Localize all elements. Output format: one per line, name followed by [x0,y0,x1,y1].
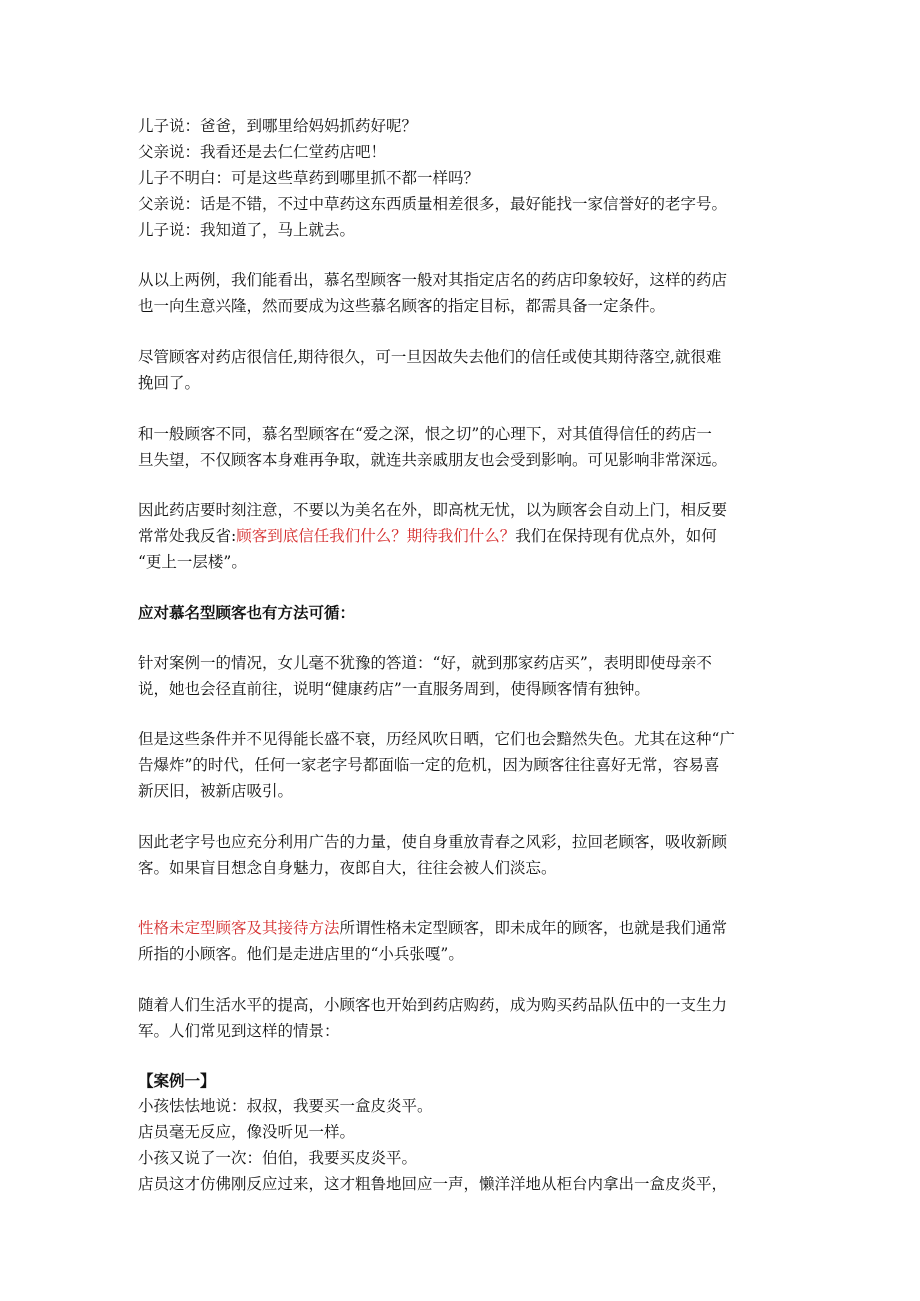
case-line: 店员这才仿佛刚反应过来，这才粗鲁地回应一声，懒洋洋地从柜台内拿出一盒皮炎平， [138,1175,728,1193]
paragraph-line: 和一般顾客不同，慕名型顾客在“爱之深，恨之切”的心理下，对其值得信任的药店一 [138,425,712,443]
paragraph-line: 所指的小顾客。他们是走进店里的“小兵张嘎”。 [138,945,464,963]
paragraph-line [138,523,798,549]
paragraph-line: 旦失望，不仅顾客本身难再争取，就连共亲戚朋友也会受到影响。可见影响非常深远。 [138,451,728,469]
paragraph-line [138,915,798,941]
paragraph-line: “更上一层楼”。 [138,553,247,571]
paragraph-line: 挽回了。 [138,374,201,392]
paragraph-line: 因此药店要时刻注意，不要以为美名在外，即高枕无忧，以为顾客会自动上门，相反要 [138,501,728,519]
paragraph-line: 针对案例一的情况，女儿毫不犹豫的答道：“好，就到那家药店买”，表明即使母亲不 [138,654,712,672]
dialogue-line: 儿子说：我知道了，马上就去。 [138,221,356,239]
paragraph-line: 但是这些条件并不见得能长盛不衰，历经风吹日晒，它们也会黯然失色。尤其在这种“广 [138,730,735,748]
paragraph-line: 因此老字号也应充分利用广告的力量，使自身重放青春之风彩，拉回老顾客，吸收新顾 [138,833,728,851]
highlighted-question: 顾客到底信任我们什么？期待我们什么？ [236,527,516,545]
case-line: 小孩怯怯地说：叔叔，我要买一盒皮炎平。 [138,1097,433,1115]
dialogue-line: 儿子说：爸爸，到哪里给妈妈抓药好呢？ [138,117,418,135]
paragraph-line: 新厌旧，被新店吸引。 [138,782,294,800]
section-subtitle-red: 及其接待方法 [246,919,340,937]
inline-text: 我们在保持现有优点外，如何 [515,527,717,545]
paragraph-line: 告爆炸”的时代，任何一家老字号都面临一定的危机，因为顾客往往喜好无常，容易喜 [138,756,720,774]
paragraph-line: 客。如果盲目想念自身魅力，夜郎自大，往往会被人们淡忘。 [138,859,557,877]
case-line: 店员毫无反应，像没听见一样。 [138,1123,356,1141]
paragraph-line: 尽管顾客对药店很信任,期待很久，可一旦因故失去他们的信任或使其期待落空,就很难 [138,348,722,366]
section-heading: 应对慕名型顾客也有方法可循： [138,604,356,622]
inline-text: 常常处我反省: [138,527,237,545]
dialogue-line: 父亲说：话是不错，不过中草药这东西质量相差很多，最好能找一家信誉好的老字号。 [138,195,728,213]
paragraph-line: 随着人们生活水平的提高，小顾客也开始到药店购药，成为购买药品队伍中的一支生力 [138,996,728,1014]
paragraph-line: 从以上两例，我们能看出，慕名型顾客一般对其指定店名的药店印象较好，这样的药店 [138,271,728,289]
paragraph-line: 军。人们常见到这样的情景： [138,1022,340,1040]
case-heading: 【案例一】 [138,1072,216,1090]
paragraph-line: 也一向生意兴隆，然而要成为这些慕名顾客的指定目标，都需具备一定条件。 [138,297,666,315]
paragraph-line: 说，她也会径直前往，说明“健康药店”一直服务周到，使得顾客情有独钟。 [138,680,650,698]
inline-text: 所谓性格未定型顾客，即未成年的顾客，也就是我们通常 [339,919,728,937]
case-line: 小孩又说了一次：伯伯，我要买皮炎平。 [138,1149,418,1167]
dialogue-line: 父亲说：我看还是去仁仁堂药店吧！ [138,143,387,161]
section-title-red: 性格未定型顾客 [138,919,247,937]
dialogue-line: 儿子不明白：可是这些草药到哪里抓不都一样吗？ [138,169,480,187]
